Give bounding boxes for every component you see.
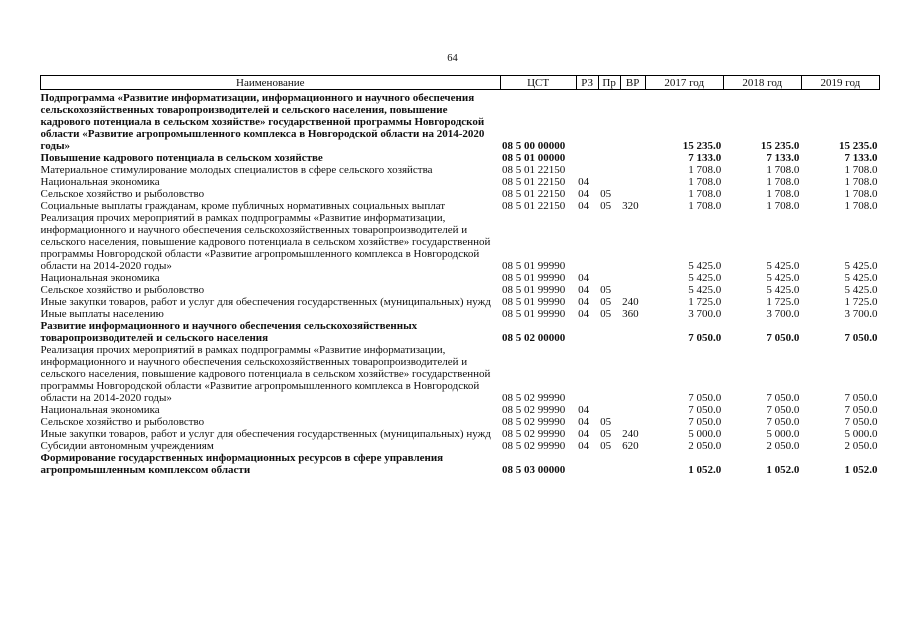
row-amount-2017: 5 425.0 <box>688 284 722 296</box>
row-amount-2019: 1 708.0 <box>844 176 878 188</box>
row-amount-2019: 7 050.0 <box>844 416 878 428</box>
table-body <box>41 90 880 477</box>
row-vr-code <box>620 212 645 272</box>
row-vr-code <box>620 272 645 284</box>
row-amount-2017: 1 708.0 <box>688 200 722 212</box>
row-vr-code <box>620 344 645 404</box>
row-cst-code: 08 5 02 00000 <box>502 332 566 344</box>
row-pr-code <box>598 92 620 152</box>
row-amount-2019: 3 700.0 <box>844 308 878 320</box>
row-amount-2018: 7 133.0 <box>766 152 800 164</box>
row-vr-code: 320 <box>622 200 639 212</box>
row-cst-code: 08 5 01 22150 <box>502 176 566 188</box>
row-pr-code: 05 <box>600 428 612 440</box>
row-amount-2019: 7 133.0 <box>844 152 878 164</box>
row-amount-2017: 7 050.0 <box>688 332 722 344</box>
row-pr-code: 05 <box>600 440 612 452</box>
row-amount-2017: 1 708.0 <box>688 188 722 200</box>
row-rz-code <box>576 92 598 152</box>
row-vr-code <box>620 452 645 476</box>
row-vr-code <box>620 320 645 344</box>
row-amount-2018: 7 050.0 <box>766 416 800 428</box>
row-cst-code: 08 5 01 99990 <box>502 284 566 296</box>
row-cst-code: 08 5 02 99990 <box>502 416 566 428</box>
row-rz-code: 04 <box>578 428 590 440</box>
row-vr-code <box>620 404 645 416</box>
row-name: Иные выплаты населению <box>40 308 164 320</box>
row-name: Материальное стимулирование молодых специалистов в сфере сельского хозяйства <box>40 164 433 176</box>
row-name: Повышение кадрового потенциала в сельском хозяйстве <box>40 152 323 164</box>
row-vr-code: 360 <box>622 308 639 320</box>
row-rz-code <box>576 452 598 476</box>
row-name: Иные закупки товаров, работ и услуг для обеспечения государственных (муниципальных) нужд <box>40 296 491 308</box>
column-header-pr: Пр <box>598 76 620 90</box>
row-cst-code: 08 5 02 99990 <box>502 428 566 440</box>
row-amount-2019: 5 425.0 <box>844 272 878 284</box>
row-vr-code <box>620 416 645 428</box>
row-amount-2019: 1 725.0 <box>844 296 878 308</box>
row-rz-code: 04 <box>578 200 590 212</box>
row-name: Национальная экономика <box>40 404 160 416</box>
row-cst-code: 08 5 01 99990 <box>502 308 566 320</box>
row-vr-code: 240 <box>622 428 639 440</box>
row-pr-code <box>598 212 620 272</box>
row-amount-2018: 1 052.0 <box>766 464 800 476</box>
row-rz-code <box>576 320 598 344</box>
row-cst-code: 08 5 01 22150 <box>502 188 566 200</box>
row-amount-2018: 7 050.0 <box>766 332 800 344</box>
row-name: Реализация прочих мероприятий в рамках подпрограммы «Развитие информатизации, информационного и научного обеспечения сельскохозяйственных товаропроизводителей и сельского населения, повышение кадрового потенциала в сельском хозяйстве» государственной программы Новгородской области «Развитие агропромышленного комплекса в Новгородской области на 2014-2020 годы» <box>40 344 491 404</box>
table-row <box>41 272 880 284</box>
row-name: Формирование государственных информационных ресурсов в сфере управления агропромышленным комплексом области <box>40 452 444 476</box>
row-pr-code <box>598 176 620 188</box>
row-vr-code <box>620 176 645 188</box>
row-amount-2017: 5 000.0 <box>688 428 722 440</box>
row-cst-code: 08 5 02 99990 <box>502 404 566 416</box>
row-cst-code: 08 5 00 00000 <box>502 140 566 152</box>
row-amount-2017: 7 050.0 <box>688 392 722 404</box>
row-pr-code: 05 <box>600 296 612 308</box>
row-rz-code: 04 <box>578 404 590 416</box>
row-pr-code: 05 <box>600 416 612 428</box>
row-cst-code: 08 5 01 99990 <box>502 296 566 308</box>
row-rz-code <box>576 164 598 176</box>
row-pr-code <box>598 320 620 344</box>
row-amount-2019: 15 235.0 <box>839 140 878 152</box>
table-row <box>41 296 880 308</box>
row-vr-code: 620 <box>622 440 639 452</box>
row-amount-2019: 7 050.0 <box>844 392 878 404</box>
table-row <box>41 284 880 296</box>
table-row <box>41 92 880 152</box>
row-amount-2017: 3 700.0 <box>688 308 722 320</box>
row-rz-code: 04 <box>578 176 590 188</box>
row-amount-2019: 1 708.0 <box>844 200 878 212</box>
row-amount-2017: 5 425.0 <box>688 260 722 272</box>
table-row <box>41 452 880 476</box>
row-rz-code: 04 <box>578 272 590 284</box>
row-rz-code <box>576 212 598 272</box>
row-amount-2017: 7 050.0 <box>688 416 722 428</box>
row-amount-2018: 1 708.0 <box>766 164 800 176</box>
row-pr-code: 05 <box>600 284 612 296</box>
row-amount-2019: 1 052.0 <box>844 464 878 476</box>
row-pr-code <box>598 272 620 284</box>
column-header-name: Наименование <box>41 76 501 90</box>
table-row <box>41 404 880 416</box>
row-amount-2017: 2 050.0 <box>688 440 722 452</box>
row-amount-2018: 5 425.0 <box>766 272 800 284</box>
row-pr-code <box>598 152 620 164</box>
row-amount-2017: 1 725.0 <box>688 296 722 308</box>
budget-table <box>40 75 880 476</box>
row-cst-code: 08 5 01 99990 <box>502 260 566 272</box>
table-row <box>41 176 880 188</box>
row-pr-code <box>598 404 620 416</box>
table-row <box>41 440 880 452</box>
row-amount-2018: 1 708.0 <box>766 188 800 200</box>
table-row <box>41 164 880 176</box>
table-row <box>41 200 880 212</box>
row-cst-code: 08 5 01 22150 <box>502 200 566 212</box>
row-name: Сельское хозяйство и рыболовство <box>40 284 205 296</box>
row-amount-2017: 7 133.0 <box>688 152 722 164</box>
table-row <box>41 188 880 200</box>
row-amount-2019: 5 000.0 <box>844 428 878 440</box>
row-amount-2018: 5 425.0 <box>766 260 800 272</box>
row-pr-code: 05 <box>600 308 612 320</box>
row-name: Субсидии автономным учреждениям <box>40 440 214 452</box>
row-amount-2018: 5 425.0 <box>766 284 800 296</box>
row-pr-code: 05 <box>600 188 612 200</box>
row-amount-2019: 5 425.0 <box>844 284 878 296</box>
row-cst-code: 08 5 01 22150 <box>502 164 566 176</box>
row-name: Иные закупки товаров, работ и услуг для обеспечения государственных (муниципальных) нужд <box>40 428 491 440</box>
column-header-2019: 2019 год <box>801 76 879 90</box>
row-rz-code: 04 <box>578 296 590 308</box>
row-rz-code: 04 <box>578 284 590 296</box>
row-cst-code: 08 5 02 99990 <box>502 392 566 404</box>
row-vr-code <box>620 152 645 164</box>
row-amount-2019: 2 050.0 <box>844 440 878 452</box>
row-name: Сельское хозяйство и рыболовство <box>40 416 205 428</box>
row-pr-code: 05 <box>600 200 612 212</box>
table-row <box>41 308 880 320</box>
row-vr-code <box>620 92 645 152</box>
row-rz-code: 04 <box>578 188 590 200</box>
table-row <box>41 152 880 164</box>
row-amount-2018: 1 708.0 <box>766 200 800 212</box>
row-amount-2018: 7 050.0 <box>766 404 800 416</box>
row-cst-code: 08 5 01 00000 <box>502 152 566 164</box>
table-row <box>41 428 880 440</box>
row-amount-2018: 7 050.0 <box>766 392 800 404</box>
row-amount-2017: 15 235.0 <box>682 140 722 152</box>
row-amount-2017: 1 052.0 <box>688 464 722 476</box>
row-rz-code: 04 <box>578 308 590 320</box>
row-amount-2017: 1 708.0 <box>688 176 722 188</box>
row-amount-2019: 1 708.0 <box>844 164 878 176</box>
row-name: Сельское хозяйство и рыболовство <box>40 188 205 200</box>
row-amount-2018: 2 050.0 <box>766 440 800 452</box>
row-rz-code: 04 <box>578 440 590 452</box>
row-pr-code <box>598 344 620 404</box>
row-vr-code <box>620 188 645 200</box>
row-name: Реализация прочих мероприятий в рамках подпрограммы «Развитие информатизации, информационного и научного обеспечения сельскохозяйственных товаропроизводителей и сельского населения, повышение кадрового потенциала в сельском хозяйстве» государственной программы Новгородской области «Развитие агропромышленного комплекса в Новгородской области на 2014-2020 годы» <box>40 212 491 272</box>
row-amount-2018: 5 000.0 <box>766 428 800 440</box>
column-header-cst: ЦСТ <box>500 76 576 90</box>
row-rz-code: 04 <box>578 416 590 428</box>
row-amount-2019: 1 708.0 <box>844 188 878 200</box>
row-name: Развитие информационного и научного обеспечения сельскохозяйственных товаропроизводителей и сельского населения <box>40 320 418 344</box>
row-amount-2019: 7 050.0 <box>844 404 878 416</box>
row-amount-2019: 5 425.0 <box>844 260 878 272</box>
table-row <box>41 344 880 404</box>
table-row <box>41 320 880 344</box>
row-vr-code <box>620 164 645 176</box>
row-amount-2017: 1 708.0 <box>688 164 722 176</box>
row-rz-code <box>576 152 598 164</box>
row-amount-2018: 3 700.0 <box>766 308 800 320</box>
row-amount-2017: 5 425.0 <box>688 272 722 284</box>
column-header-vr: ВР <box>620 76 645 90</box>
table-header <box>41 76 880 90</box>
row-vr-code <box>620 284 645 296</box>
row-name: Национальная экономика <box>40 176 160 188</box>
page-number: 64 <box>447 53 458 64</box>
row-cst-code: 08 5 02 99990 <box>502 440 566 452</box>
column-header-2017: 2017 год <box>645 76 723 90</box>
row-amount-2018: 15 235.0 <box>760 140 800 152</box>
row-cst-code: 08 5 03 00000 <box>502 464 566 476</box>
row-cst-code: 08 5 01 99990 <box>502 272 566 284</box>
row-rz-code <box>576 344 598 404</box>
row-pr-code <box>598 452 620 476</box>
row-amount-2018: 1 708.0 <box>766 176 800 188</box>
row-amount-2018: 1 725.0 <box>766 296 800 308</box>
row-pr-code <box>598 164 620 176</box>
row-amount-2019: 7 050.0 <box>844 332 878 344</box>
row-amount-2017: 7 050.0 <box>688 404 722 416</box>
row-name: Подпрограмма «Развитие информатизации, информационного и научного обеспечения сельскохозяйственных товаропроизводителей и сельского населения, повышение кадрового потенциала в сельском хозяйстве» государственной программы Новгородской области «Развитие агропромышленного комплекса в Новгородской области на 2014-2020 годы» <box>40 92 485 152</box>
column-header-rz: РЗ <box>576 76 598 90</box>
table-row <box>41 212 880 272</box>
row-name: Национальная экономика <box>40 272 160 284</box>
table-row <box>41 416 880 428</box>
row-vr-code: 240 <box>622 296 639 308</box>
row-name: Социальные выплаты гражданам, кроме публичных нормативных социальных выплат <box>40 200 446 212</box>
column-header-2018: 2018 год <box>723 76 801 90</box>
